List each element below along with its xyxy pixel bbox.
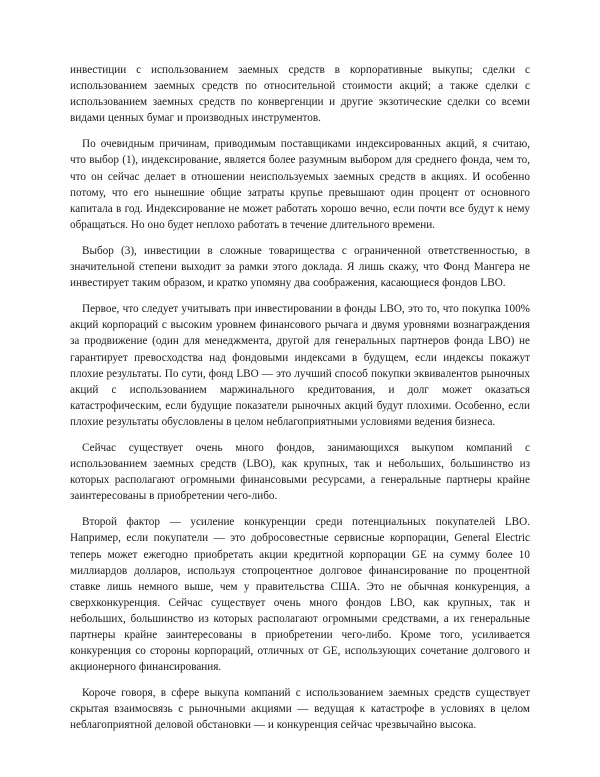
paragraph-7: Короче говоря, в сфере выкупа компаний с использованием заемных средств существует скрытая взаимосвязь с рыночными акциями — ведущая к катастрофе в условиях в целом неблагоприятной деловой обстановки — и конкуренция сейчас чрезвычайно высока. (70, 687, 530, 732)
paragraph-1: инвестиции с использованием заемных средств в корпоративные выкупы; сделки с использованием заемных средств по относительной стоимости акций; а также сделки с использованием заемных средств по конвергенции и другие экзотические сделки со всеми видами ценных бумаг и производных инструментов. (70, 64, 530, 125)
paragraph-4: Первое, что следует учитывать при инвестировании в фонды LBO, это то, что покупка 100% акций корпораций с высоким уровнем финансового рычага и двумя уровнями вознаграждения за продвижение (один для менеджмента, другой для генеральных партнеров фонда LBO) не гарантирует превосходства над фондовыми индексами в будущем, если индексы покажут плохие результаты. По сути, фонд LBO — это лучший способ покупки эквивалентов рыночных акций с использованием маржинального кредитования, и долг может оказаться катастрофическим, если будущие показатели рыночных акций будут плохими. Особенно, если плохие результаты обусловлены в целом неблагоприятными условиями ведения бизнеса. (70, 303, 530, 428)
paragraph-6: Второй фактор — усиление конкуренции среди потенциальных покупателей LBO. Например, если покупатели — это добросовестные сервисные корпорации, General Electric теперь может ежегодно приобретать акции кредитной корпорации GE на сумму более 10 миллиардов долларов, используя стопроцентное долговое финансирование по процентной ставке лишь немного выше, чем у правительства США. Это не обычная конкуренция, а сверхконкуренция. Сейчас существует очень много фондов LBO, как крупных, так и небольших, большинство из которых располагают огромными средствами, а их генеральные партнеры крайне заинтересованы в приобретении чего-либо. Кроме того, усиливается конкуренция со стороны корпораций, отличных от GE, использующих сочетание долгового и акционерного финансирования. (70, 516, 530, 674)
paragraph-2: По очевидным причинам, приводимым поставщиками индексированных акций, я считаю, что выбор (1), индексирование, является более разумным выбором для среднего фонда, чем то, что он сейчас делает в отношении неиспользуемых заемных средств в акциях. И особенно потому, что его нынешние общие затраты крупье превышают один процент от основного капитала в год. Индексирование не может работать хорошо вечно, если почти все будут к нему обращаться. Но оно будет неплохо работать в течение длительного времени. (70, 138, 530, 231)
text-column (70, 62, 530, 734)
paragraph-3: Выбор (3), инвестиции в сложные товарищества с ограниченной ответственностью, в значительной степени выходит за рамки этого доклада. Я лишь скажу, что Фонд Мангера не инвестирует таким образом, и кратко упомяну два соображения, касающиеся фондов LBO. (70, 244, 530, 290)
paragraph-5: Сейчас существует очень много фондов, занимающихся выкупом компаний с использованием заемных средств (LBO), как крупных, так и небольших, большинство из которых располагают огромными финансовыми ресурсами, а генеральные партнеры крайне заинтересованы в приобретении чего-либо. (70, 441, 530, 503)
